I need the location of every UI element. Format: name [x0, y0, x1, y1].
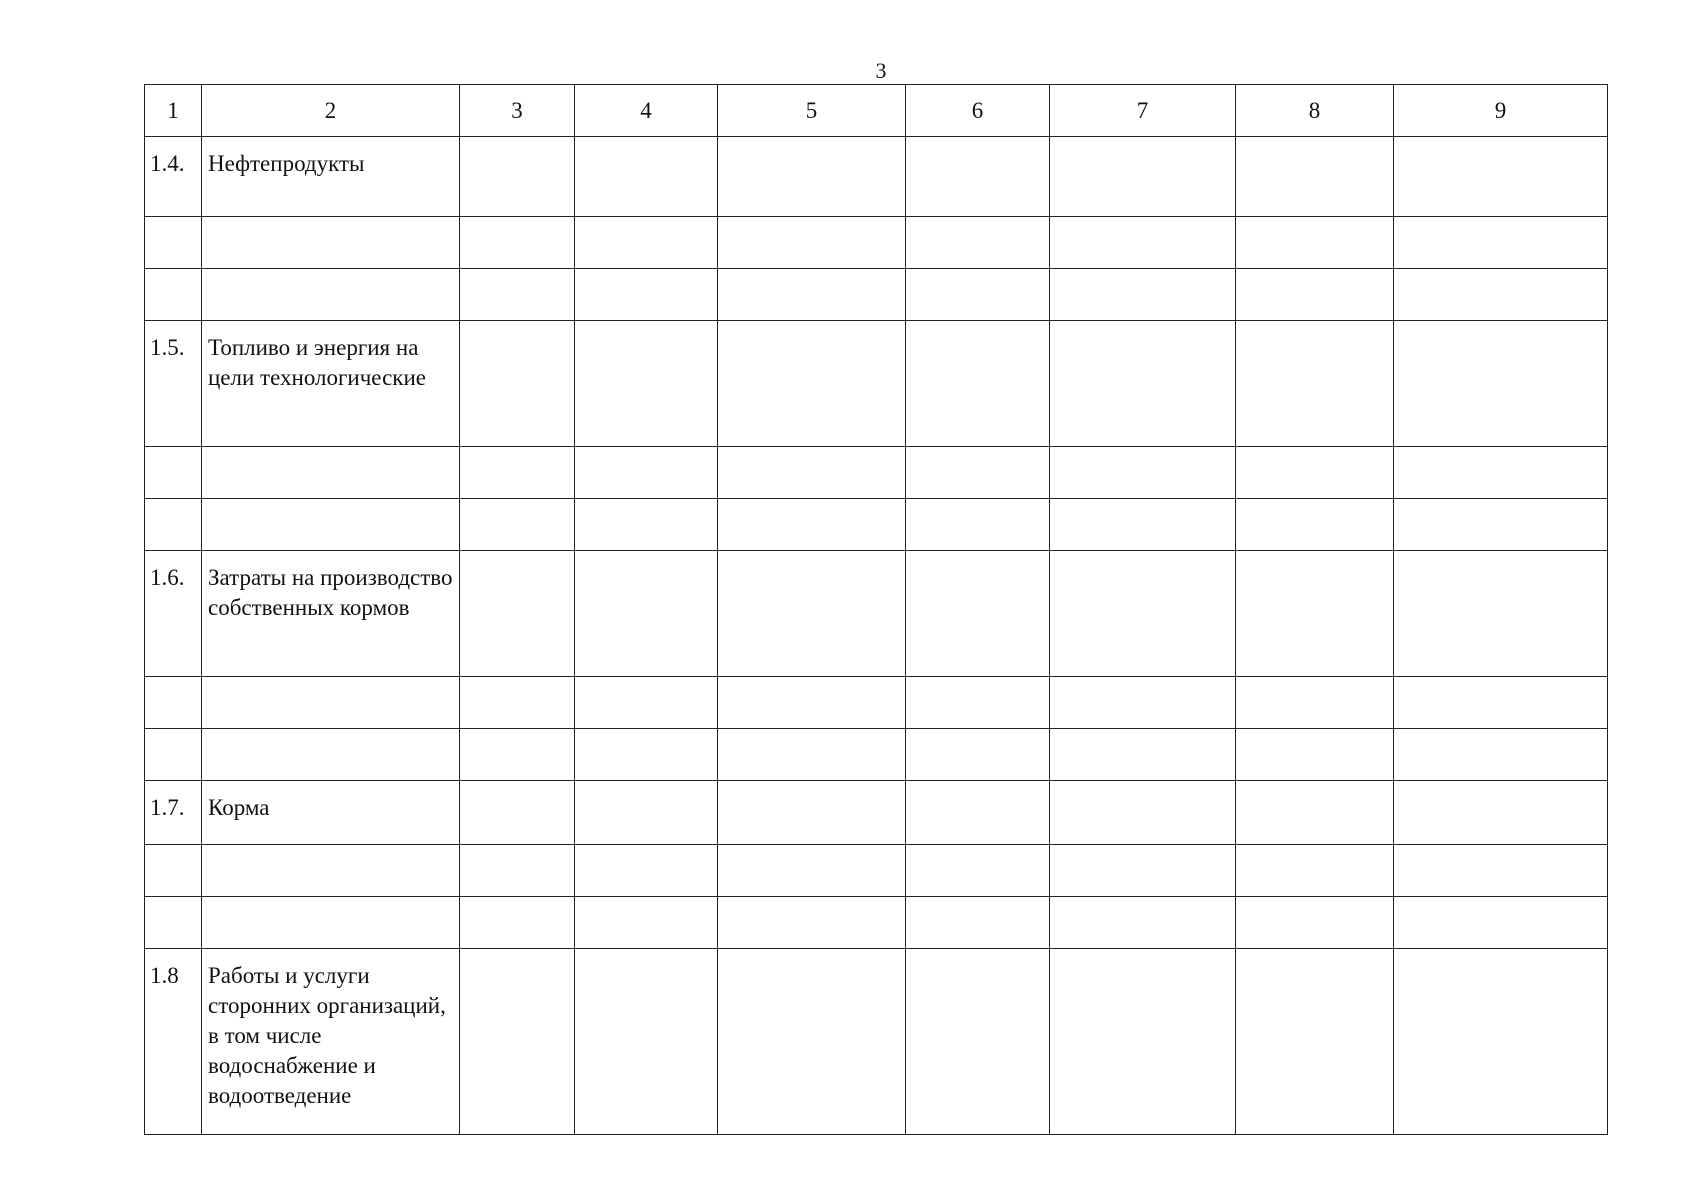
table-cell [1236, 137, 1394, 217]
table-cell [1050, 897, 1236, 949]
table-cell [1050, 845, 1236, 897]
column-header: 9 [1394, 85, 1608, 137]
table-row [145, 897, 1608, 949]
table-cell [1050, 217, 1236, 269]
table-cell [575, 949, 718, 1135]
table-cell [1050, 137, 1236, 217]
table-cell [718, 137, 906, 217]
table-cell [1050, 677, 1236, 729]
table-cell [460, 845, 575, 897]
table-cell [202, 269, 460, 321]
table-cell [906, 137, 1050, 217]
table-row [145, 217, 1608, 269]
row-number: 1.8 [145, 949, 202, 1135]
table-cell [145, 845, 202, 897]
table-row [145, 499, 1608, 551]
table-cell [718, 499, 906, 551]
table-cell [460, 949, 575, 1135]
table-cell [906, 897, 1050, 949]
table-cell [460, 499, 575, 551]
table-cell [145, 217, 202, 269]
table-cell [1394, 499, 1608, 551]
row-label: Нефтепродукты [202, 137, 460, 217]
table-cell [906, 949, 1050, 1135]
table-cell [460, 447, 575, 499]
table-cell [1394, 781, 1608, 845]
row-label: Работы и услуги сторонних организаций, в том числе водоснабжение и водоотведение [202, 949, 460, 1135]
table-cell [1394, 551, 1608, 677]
table-row [145, 729, 1608, 781]
table-cell [718, 781, 906, 845]
table-cell [1050, 781, 1236, 845]
column-header: 1 [145, 85, 202, 137]
table-cell [1394, 321, 1608, 447]
table-cell [1394, 137, 1608, 217]
table-cell [145, 447, 202, 499]
table-cell [1236, 217, 1394, 269]
column-header: 7 [1050, 85, 1236, 137]
table-cell [202, 447, 460, 499]
table-cell [575, 729, 718, 781]
table-cell [575, 217, 718, 269]
table-cell [575, 845, 718, 897]
table-cell [202, 677, 460, 729]
table-cell [145, 677, 202, 729]
column-header: 2 [202, 85, 460, 137]
table-row [145, 949, 1608, 1135]
table-cell [202, 729, 460, 781]
table-cell [906, 321, 1050, 447]
table-cell [575, 677, 718, 729]
table-cell [718, 845, 906, 897]
table-row [145, 269, 1608, 321]
table-cell [575, 137, 718, 217]
table-cell [718, 949, 906, 1135]
table-cell [1236, 729, 1394, 781]
table-cell [1050, 447, 1236, 499]
column-header: 5 [718, 85, 906, 137]
page-number: 3 [875, 58, 887, 83]
table-cell [1394, 897, 1608, 949]
table-cell [906, 781, 1050, 845]
table-cell [718, 217, 906, 269]
table-cell [460, 321, 575, 447]
row-number: 1.7. [145, 781, 202, 845]
table-cell [202, 897, 460, 949]
table-cell [1394, 729, 1608, 781]
table-cell [718, 677, 906, 729]
table-cell [718, 551, 906, 677]
table-cell [575, 897, 718, 949]
table-cell [1050, 729, 1236, 781]
table-cell [460, 217, 575, 269]
table-cell [575, 447, 718, 499]
table-cell [1236, 949, 1394, 1135]
table-cell [145, 499, 202, 551]
table-cell [1394, 217, 1608, 269]
table-cell [906, 499, 1050, 551]
row-number: 1.6. [145, 551, 202, 677]
row-number: 1.4. [145, 137, 202, 217]
table-cell [906, 217, 1050, 269]
table-cell [1050, 949, 1236, 1135]
table-cell [575, 551, 718, 677]
table-cell [906, 677, 1050, 729]
table-cell [1236, 845, 1394, 897]
table-cell [1050, 321, 1236, 447]
table-cell [1236, 499, 1394, 551]
table-cell [460, 781, 575, 845]
row-label: Топливо и энергия на цели технологические [202, 321, 460, 447]
table-cell [718, 269, 906, 321]
table-cell [575, 499, 718, 551]
table-cell [1236, 447, 1394, 499]
table-row [145, 677, 1608, 729]
table-cell [1394, 677, 1608, 729]
table-cell [1236, 897, 1394, 949]
table-cell [460, 137, 575, 217]
table-cell [202, 217, 460, 269]
table-cell [718, 321, 906, 447]
table-row [145, 551, 1608, 677]
table-cell [718, 447, 906, 499]
table-cell [145, 269, 202, 321]
table-row [145, 845, 1608, 897]
row-label: Затраты на производство собственных кормов [202, 551, 460, 677]
table-cell [145, 897, 202, 949]
table-cell [1236, 781, 1394, 845]
table-cell [460, 551, 575, 677]
table-cell [460, 269, 575, 321]
table-header-row [145, 85, 1608, 137]
table-cell [906, 729, 1050, 781]
table-cell [1394, 447, 1608, 499]
table-cell [460, 677, 575, 729]
table-cell [145, 729, 202, 781]
table-cell [1050, 269, 1236, 321]
table-cell [1394, 845, 1608, 897]
column-header: 3 [460, 85, 575, 137]
table-cell [1394, 949, 1608, 1135]
column-header: 8 [1236, 85, 1394, 137]
table-cell [575, 781, 718, 845]
table-row [145, 137, 1608, 217]
table-cell [1394, 269, 1608, 321]
table-cell [460, 729, 575, 781]
table-cell [575, 269, 718, 321]
table-cell [460, 897, 575, 949]
table-cell [202, 845, 460, 897]
table-cell [906, 845, 1050, 897]
table-cell [1236, 269, 1394, 321]
table-cell [575, 321, 718, 447]
table-cell [906, 269, 1050, 321]
table-cell [906, 551, 1050, 677]
table-row [145, 781, 1608, 845]
table-cell [718, 729, 906, 781]
table-cell [1236, 677, 1394, 729]
row-label: Корма [202, 781, 460, 845]
column-header: 6 [906, 85, 1050, 137]
table-row [145, 321, 1608, 447]
table-cell [1050, 499, 1236, 551]
table-cell [1236, 551, 1394, 677]
table-cell [906, 447, 1050, 499]
table-cell [1236, 321, 1394, 447]
row-number: 1.5. [145, 321, 202, 447]
column-header: 4 [575, 85, 718, 137]
table-cell [202, 499, 460, 551]
document-table [144, 84, 1608, 1135]
table-cell [718, 897, 906, 949]
table-row [145, 447, 1608, 499]
table-cell [1050, 551, 1236, 677]
